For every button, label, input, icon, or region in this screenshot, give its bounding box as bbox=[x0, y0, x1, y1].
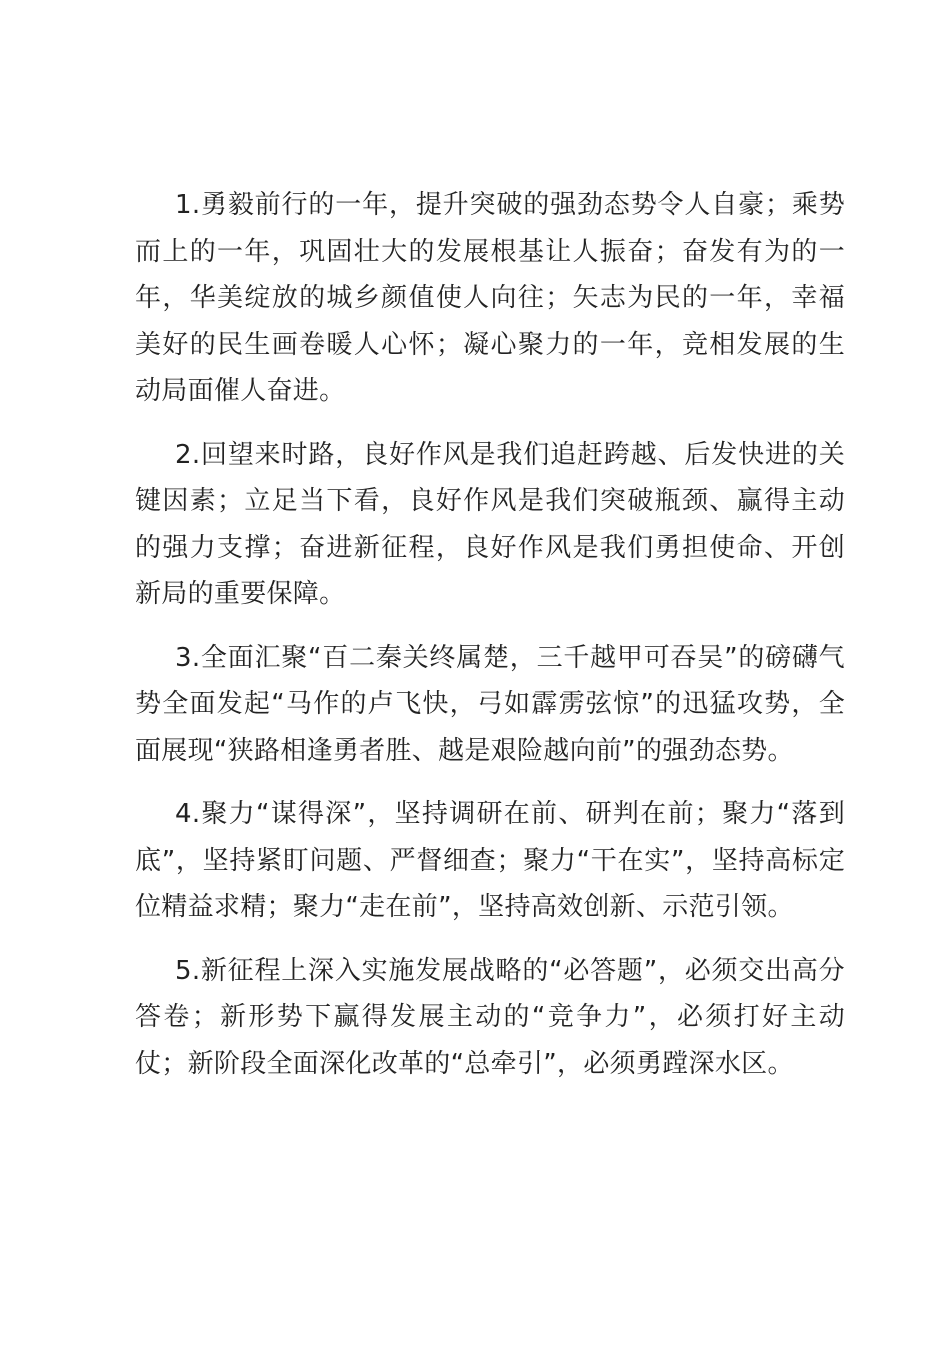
paragraph-1: 1.勇毅前行的一年，提升突破的强劲态势令人自豪；乘势而上的一年，巩固壮大的发展根基让人振奋；奋发有为的一年，华美绽放的城乡颜值使人向往；矢志为民的一年，幸福美好的民生画卷暖人心怀；凝心聚力的一年，竞相发展的生动局面催人奋进。 bbox=[135, 190, 845, 406]
document-body bbox=[135, 182, 845, 1087]
paragraph-5: 5.新征程上深入实施发展战略的“必答题”，必须交出高分答卷；新形势下赢得发展主动的“竞争力”，必须打好主动仗；新阶段全面深化改革的“总牵引”，必须勇蹚深水区。 bbox=[135, 955, 845, 1079]
paragraph-2: 2.回望来时路，良好作风是我们追赶跨越、后发快进的关键因素；立足当下看，良好作风是我们突破瓶颈、赢得主动的强力支撑；奋进新征程，良好作风是我们勇担使命、开创新局的重要保障。 bbox=[135, 439, 845, 609]
paragraph-3: 3.全面汇聚“百二秦关终属楚，三千越甲可吞吴”的磅礴气势全面发起“马作的卢飞快，弓如霹雳弦惊”的迅猛攻势，全面展现“狭路相逢勇者胜、越是艰险越向前”的强劲态势。 bbox=[135, 642, 845, 766]
paragraph-4: 4.聚力“谋得深”，坚持调研在前、研判在前；聚力“落到底”，坚持紧盯问题、严督细查；聚力“干在实”，坚持高标定位精益求精；聚力“走在前”，坚持高效创新、示范引领。 bbox=[135, 799, 845, 922]
